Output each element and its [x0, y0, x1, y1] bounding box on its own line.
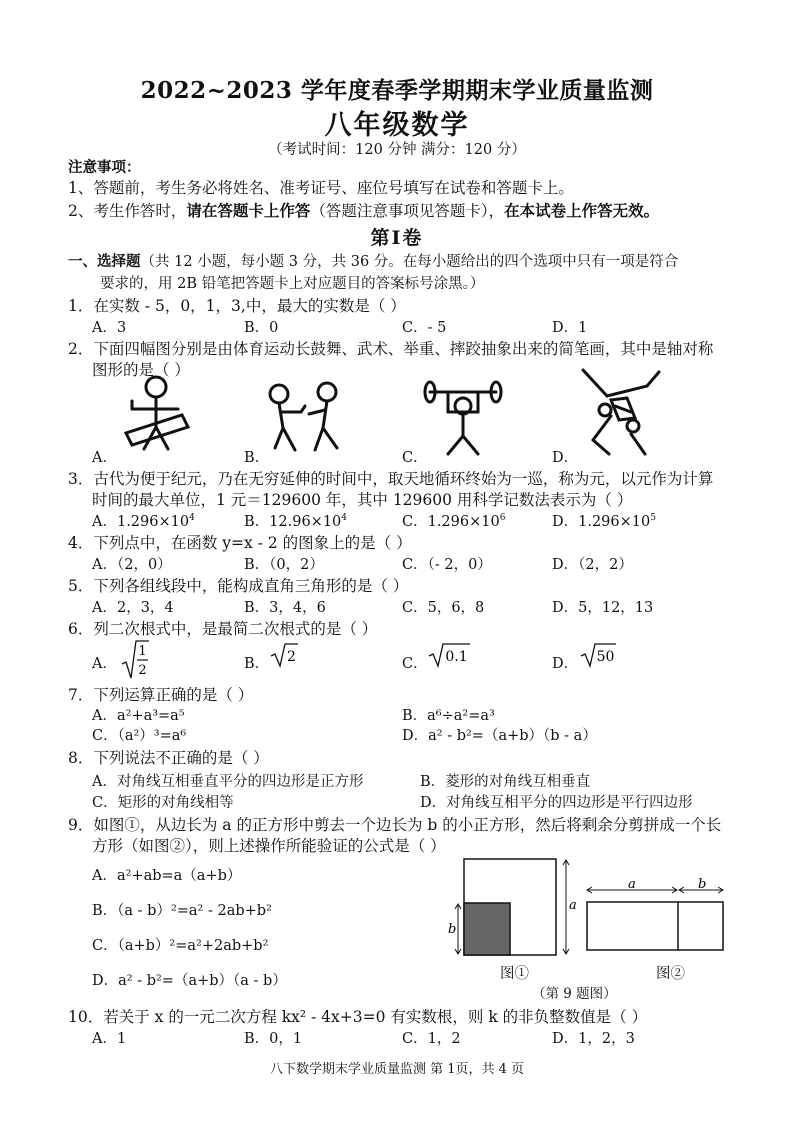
q10-option-d: D．1，2，3 [552, 1031, 635, 1047]
q2-figure-c [418, 378, 508, 458]
q7-option-c: C．（a²）³=a⁶ [92, 728, 187, 744]
q9-stem-2: 方形（如图②），则上述操作所能验证的公式是（ ） [92, 837, 446, 855]
part1-heading: 一、选择题 [68, 253, 141, 270]
notes-heading: 注意事项： [68, 159, 141, 176]
q1-option-a: A．3 [92, 320, 127, 336]
notes-item-2 [68, 199, 659, 221]
q1-option-d: D．1 [552, 320, 588, 336]
q2-figure-d [575, 368, 665, 458]
q6-option-b-label: B． [244, 656, 270, 672]
part1-desc1: （共 12 小题，每小题 3 分，共 36 分。在每小题给出的四个选项中只有一项是符合 [140, 254, 679, 270]
q5-option-d: D．5，12，13 [552, 600, 654, 616]
q6-option-b-sqrt [270, 642, 300, 668]
q6-a-denominator: 2 [138, 663, 147, 678]
q2-figure-b [265, 382, 355, 457]
q2-option-d: D． [552, 450, 579, 466]
q9-figure-2 [584, 877, 726, 952]
q9-fig-caption: （第 9 题图） [532, 986, 617, 1002]
q5-stem: 5．下列各组线段中，能构成直角三角形的是（ ） [68, 577, 409, 595]
q9-option-d: D．a² - b²=（a+b）（a - b） [92, 973, 287, 989]
q8-stem: 8．下列说法不正确的是（ ） [68, 749, 269, 767]
q6-c-value: 0.1 [445, 649, 468, 665]
exam-info: （考试时间：120 分钟 满分：120 分） [268, 142, 526, 158]
q1-option-b: B．0 [244, 320, 279, 336]
part1-desc2: 要求的，用 2B 铅笔把答题卡上对应题目的答案标号涂黑。） [100, 276, 485, 292]
q6-option-c-label: C． [402, 656, 428, 672]
q4-option-a: A．（2，0） [92, 557, 172, 573]
q9-fig1-label-a: a [569, 898, 577, 913]
q9-fig1-label: 图① [500, 966, 529, 982]
exam-title: 2022~2023 学年度春季学期期末学业质量监测 [140, 77, 654, 104]
q10-option-a: A．1 [92, 1031, 127, 1047]
q9-figure-1 [448, 855, 578, 975]
q10-option-b: B．0，1 [244, 1031, 303, 1047]
q4-option-d: D．（2，2） [552, 557, 633, 573]
q9-option-c: C．（a+b）²=a²+2ab+b² [92, 938, 269, 954]
q9-stem-1: 9．如图①，从边长为 a 的正方形中剪去一个边长为 b 的小正方形，然后将剩余分剪拼成一个长 [68, 816, 722, 834]
q7-option-a: A．a²+a³=a⁵ [92, 708, 185, 724]
notes-item-2-a: 2、考生作答时， [68, 202, 187, 220]
part1-line1 [68, 250, 678, 271]
section-title: 第Ⅰ卷 [370, 227, 424, 249]
q3-stem-1: 3．古代为便于纪元，乃在无穷延伸的时间中，取天地循环终始为一巡，称为元，以元作为计算 [68, 470, 714, 488]
q4-option-c: C．（- 2，0） [402, 557, 492, 573]
q7-option-b: B．a⁶÷a²=a³ [402, 708, 495, 724]
q5-option-b: B．3，4，6 [244, 600, 326, 616]
q8-option-a: A．对角线互相垂直平分的四边形是正方形 [92, 774, 364, 790]
q1-stem: 1．在实数 - 5，0，1，3,中，最大的实数是（ ） [68, 297, 406, 315]
q4-stem: 4．下列点中，在函数 y=x - 2 的图象上的是（ ） [68, 534, 412, 552]
q6-option-a-label: A． [92, 656, 117, 672]
notes-item-2-c: （答题注意事项见答题卡）， [310, 202, 505, 220]
q6-option-d-label: D． [552, 656, 579, 672]
q9-fig2-label-a: a [628, 877, 636, 892]
q5-option-c: C．5，6，8 [402, 600, 485, 616]
q6-option-a-sqrt [120, 638, 150, 682]
q1-option-c: C．- 5 [402, 320, 447, 336]
notes-item-2-d: 在本试卷上作答无效。 [504, 201, 660, 220]
q9-fig1-label-b: b [448, 922, 457, 937]
q2-stem-1: 2．下面四幅图分别是由体育运动长鼓舞、武术、举重、摔跤抽象出来的简笔画，其中是轴对称 [68, 340, 714, 358]
q6-option-c-sqrt [428, 642, 472, 668]
q6-a-numerator: 1 [138, 644, 147, 659]
q3-option-d: D．$1.296\times 10^5$ [552, 513, 656, 530]
q4-option-b: B．（0，2） [244, 557, 324, 573]
exam-subject: 八年级数学 [324, 110, 470, 141]
q3-option-b: B．$12.96\times 10^4$ [244, 513, 348, 530]
q7-stem: 7．下列运算正确的是（ ） [68, 686, 254, 704]
q10-stem: 10．若关于 x 的一元二次方程 kx² - 4x+3=0 有实数根，则 k 的非负整数值是（ ） [68, 1008, 648, 1026]
q9-fig2-label: 图② [656, 966, 685, 982]
q7-option-d: D．a² - b²=（a+b）（b - a） [402, 728, 597, 744]
q9-fig2-label-b: b [698, 877, 707, 892]
q2-option-b: B． [244, 450, 270, 466]
q2-figure-a [112, 375, 202, 455]
notes-item-2-b: 请在答题卡上作答 [186, 201, 311, 220]
q3-stem-2: 时间的最大单位，1 元＝129600 年，其中 129600 用科学记数法表示为（ ） [92, 491, 633, 509]
q8-option-d: D．对角线互相平分的四边形是平行四边形 [420, 795, 693, 811]
q3-option-c: C．$1.296\times 10^6$ [402, 513, 506, 530]
q5-option-a: A．2，3，4 [92, 600, 174, 616]
notes-item-1: 1、答题前，考生务必将姓名、准考证号、座位号填写在试卷和答题卡上。 [68, 179, 574, 197]
q2-stem-2: 图形的是（ ） [92, 361, 190, 379]
q9-option-a: A．a²+ab=a（a+b） [92, 868, 242, 884]
q9-option-b: B．（a - b）²=a² - 2ab+b² [92, 903, 272, 919]
q8-option-c: C．矩形的对角线相等 [92, 795, 234, 811]
q8-option-b: B．菱形的对角线互相垂直 [420, 774, 591, 790]
q2-option-c: C． [402, 450, 428, 466]
q6-option-d-sqrt [580, 642, 618, 668]
q6-stem: 6．列二次根式中，是最简二次根式的是（ ） [68, 620, 378, 638]
q10-option-c: C．1，2 [402, 1031, 461, 1047]
page-footer: 八下数学期末学业质量监测 第 1页，共 4 页 [269, 1062, 525, 1077]
q2-option-a: A． [92, 450, 117, 466]
q6-b-value: 2 [287, 649, 296, 665]
q3-option-a: A．$1.296\times 10^4$ [92, 513, 195, 530]
q6-d-value: 50 [596, 649, 615, 665]
